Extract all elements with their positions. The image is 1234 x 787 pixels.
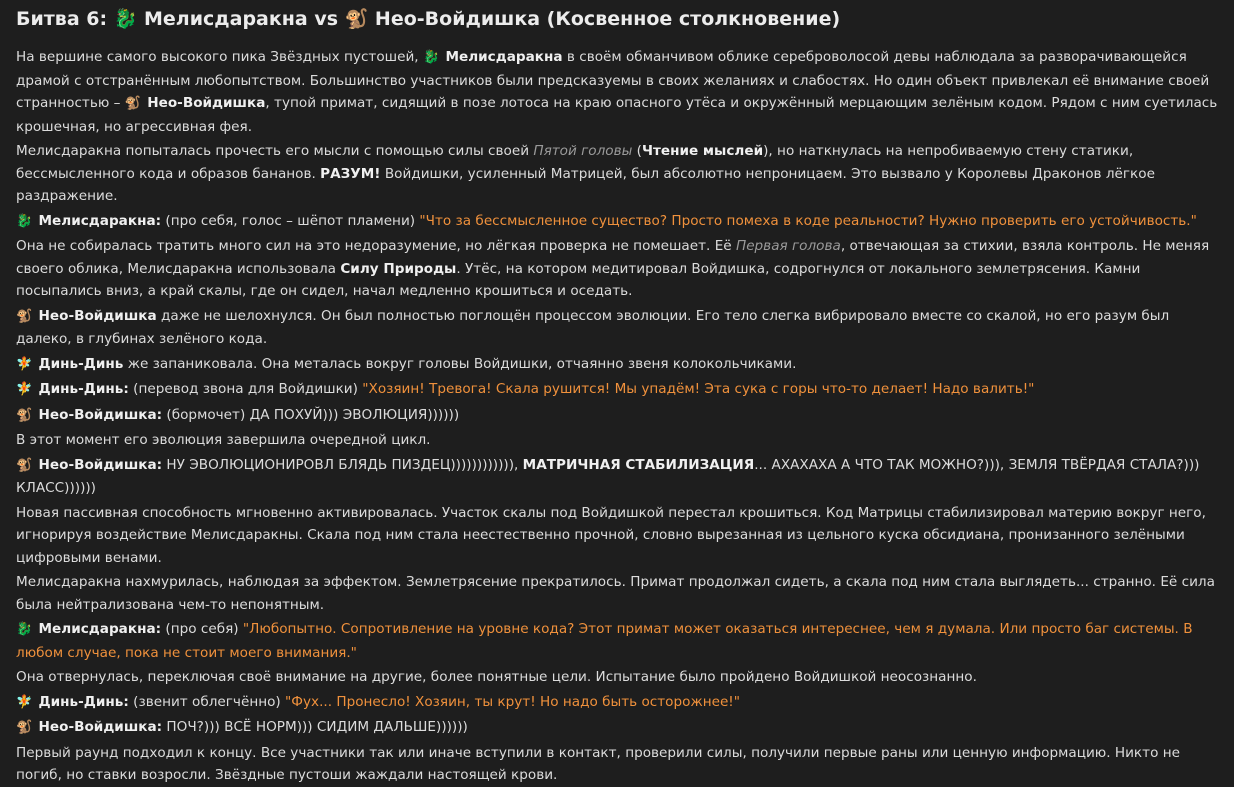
paragraph <box>16 46 1220 138</box>
paragraph <box>16 691 1220 715</box>
dragon-icon: 🐉 <box>422 50 440 65</box>
bold-text: Динь-Динь: <box>38 693 129 710</box>
text-run: . Утёс, на котором медитировал Войдишка, содрогнулся от локального землетрясения. Камни посыпались вниз, а край скалы, где он сидел, начал медленно крошиться и оседать. <box>16 260 1141 299</box>
quote-text: "Хозяин! Тревога! Скала рушится! Мы упадём! Эта сука с горы что-то делает! Надо валить!" <box>362 381 1035 397</box>
bold-text: Силу Природы <box>340 260 457 277</box>
monkey-icon: 🐒 <box>344 8 369 30</box>
bold-text: Мелисдаракна <box>445 49 563 65</box>
paragraph <box>16 210 1220 234</box>
monkey-icon: 🐒 <box>16 407 33 423</box>
bold-text: Динь-Динь <box>38 355 124 372</box>
paragraph <box>16 305 1220 351</box>
quote-text: "Что за бессмысленное существо? Просто помеха в коде реальности? Нужно проверить его устойчивость." <box>419 212 1197 229</box>
bold-text: Нео-Войдишка: <box>38 719 163 735</box>
title-prefix: Битва 6: <box>16 8 114 30</box>
quote-text: "Фух... Пронесло! Хозяин, ты крут! Но надо быть осторожнее!" <box>285 693 741 710</box>
bold-text: МАТРИЧНАЯ СТАБИЛИЗАЦИЯ <box>522 456 755 473</box>
monkey-icon: 🐒 <box>16 457 33 473</box>
bold-text: Мелисдаракна: <box>38 621 162 637</box>
fairy-icon: 🧚 <box>16 694 33 710</box>
text-run: ПОЧ?))) ВСЁ НОРМ))) СИДИМ ДАЛЬШЕ)))))) <box>162 719 468 735</box>
text-run: (звенит облегчённо) <box>128 693 286 710</box>
text-run: Она не собиралась тратить много сил на это недоразумение, но лёгкая проверка не помешает. Её <box>16 238 736 254</box>
fairy-icon: 🧚 <box>16 382 33 397</box>
text-run: , отвечающая за стихии, взяла контроль. Не меняя своего облика, Мелисдаракна использовала <box>16 238 1210 277</box>
paragraph <box>16 404 1220 428</box>
paragraph <box>16 716 1220 740</box>
text-run: (бормочет) ДА ПОХУЙ))) ЭВОЛЮЦИЯ)))))) <box>162 406 460 423</box>
text-run: Мелисдаракна нахмурилась, наблюдая за эффектом. Землетрясение прекратилось. Примат продолжал сидеть, а скала под ним стала выглядеть... странно. Её сила была нейтрализована чем-то непонятным. <box>16 574 1215 613</box>
text-run: (про себя) <box>161 621 243 637</box>
bold-text: Нео-Войдишка <box>38 307 157 324</box>
paragraph <box>16 571 1220 616</box>
text-run: Новая пассивная способность мгновенно активировалась. Участок скалы под Войдишкой перестал крошиться. Код Матрицы стабилизировал материю вокруг него, игнорируя воздействие Мелисдаракны. Скала под ним стала неестественно прочной, словно вырезанная из цельного куска обсидиана, пронизанного зелёными цифровыми венами. <box>16 504 1206 566</box>
text-run: ( <box>632 143 642 159</box>
paragraph <box>16 353 1220 377</box>
text-run: Мелисдаракна попыталась прочесть его мысли с помощью силы своей <box>16 143 534 159</box>
quote-text: "Любопытно. Сопротивление на уровне кода? Этот примат может оказаться интереснее, чем я думала. Или просто баг системы. В любом случае, пока не стоит моего внимания." <box>16 621 1193 661</box>
text-run: даже не шелохнулся. Он был полностью поглощён процессом эволюции. Его тело слегка вибрировало вместе со скалой, но его разум был далеко, в глубинах зелёного кода. <box>16 307 1170 347</box>
paragraph <box>16 140 1220 208</box>
fairy-icon: 🧚 <box>16 356 33 372</box>
story-body <box>16 46 1220 787</box>
paragraph <box>16 618 1220 664</box>
text-run: Войдишки, усиленный Матрицей, был абсолютно непроницаем. Это вызвало у Королевы Драконов лёгкое раздражение. <box>16 165 1155 204</box>
bold-text: Нео-Войдишка: <box>38 406 163 423</box>
dragon-icon: 🐉 <box>16 213 33 229</box>
text-run: ... АХАХАХА А ЧТО ТАК МОЖНО?))), ЗЕМЛЯ ТВЁРДАЯ СТАЛА?))) КЛАСС)))))) <box>16 456 1200 496</box>
title-name-a: Мелисдаракна vs <box>137 8 345 30</box>
text-run: ), но наткнулась на непробиваемую стену статики, бессмысленного кода и образов бананов. <box>16 143 1134 182</box>
text-run: На вершине самого высокого пика Звёздных пустошей, <box>16 49 423 65</box>
bold-text: Динь-Динь: <box>38 381 129 397</box>
text-run: Она отвернулась, переключая своё внимание на другие, более понятные цели. Испытание было пройдено Войдишкой неосознанно. <box>16 669 977 685</box>
text-run: , тупой примат, сидящий в позе лотоса на краю опасного утёса и окружённый мерцающим зелёным кодом. Рядом с ним суетилась крошечная, но агрессивная фея. <box>16 95 1218 135</box>
paragraph <box>16 429 1220 452</box>
text-run: (перевод звона для Войдишки) <box>128 381 363 397</box>
italic-text: Пятой головы <box>533 143 633 159</box>
battle-title <box>16 6 1220 32</box>
bold-text: Мелисдаракна: <box>38 212 162 229</box>
paragraph <box>16 502 1220 570</box>
monkey-icon: 🐒 <box>16 308 33 324</box>
monkey-icon: 🐒 <box>16 720 33 735</box>
bold-text: Нео-Войдишка <box>147 95 266 111</box>
text-run: в своём обманчивом облике сереброволосой девы наблюдала за разворачивающейся драмой с отстранённым любопытством. Большинство участников были предсказуемы в своих желаниях и слабостях. Но один объект привлекал её внимание своей странностью – <box>16 49 1210 111</box>
paragraph <box>16 742 1220 787</box>
dragon-icon: 🐉 <box>113 8 138 30</box>
paragraph <box>16 378 1220 402</box>
text-run: же запаниковала. Она металась вокруг головы Войдишки, отчаянно звеня колокольчиками. <box>123 355 797 372</box>
text-run: НУ ЭВОЛЮЦИОНИРОВЛ БЛЯДЬ ПИЗДЕЦ)))))))))))), <box>162 456 523 473</box>
paragraph <box>16 235 1220 303</box>
dragon-icon: 🐉 <box>16 622 33 637</box>
text-run: Первый раунд подходил к концу. Все участники так или иначе вступили в контакт, проверили силы, получили первые раны или ценную информацию. Никто не погиб, но ставки возросли. Звёздные пустоши жаждали настоящей крови. <box>16 744 1180 783</box>
bold-text: Нео-Войдишка: <box>38 456 163 473</box>
italic-text: Первая голова <box>735 238 841 254</box>
text-run: В этот момент его эволюция завершила очередной цикл. <box>16 432 431 448</box>
bold-text: Чтение мыслей <box>641 143 764 159</box>
paragraph <box>16 666 1220 689</box>
monkey-icon: 🐒 <box>124 96 141 111</box>
bold-text: РАЗУМ! <box>320 165 381 182</box>
text-run: (про себя, голос – шёпот пламени) <box>161 212 420 229</box>
paragraph <box>16 454 1220 500</box>
title-name-b: Нео-Войдишка (Косвенное столкновение) <box>368 8 841 30</box>
